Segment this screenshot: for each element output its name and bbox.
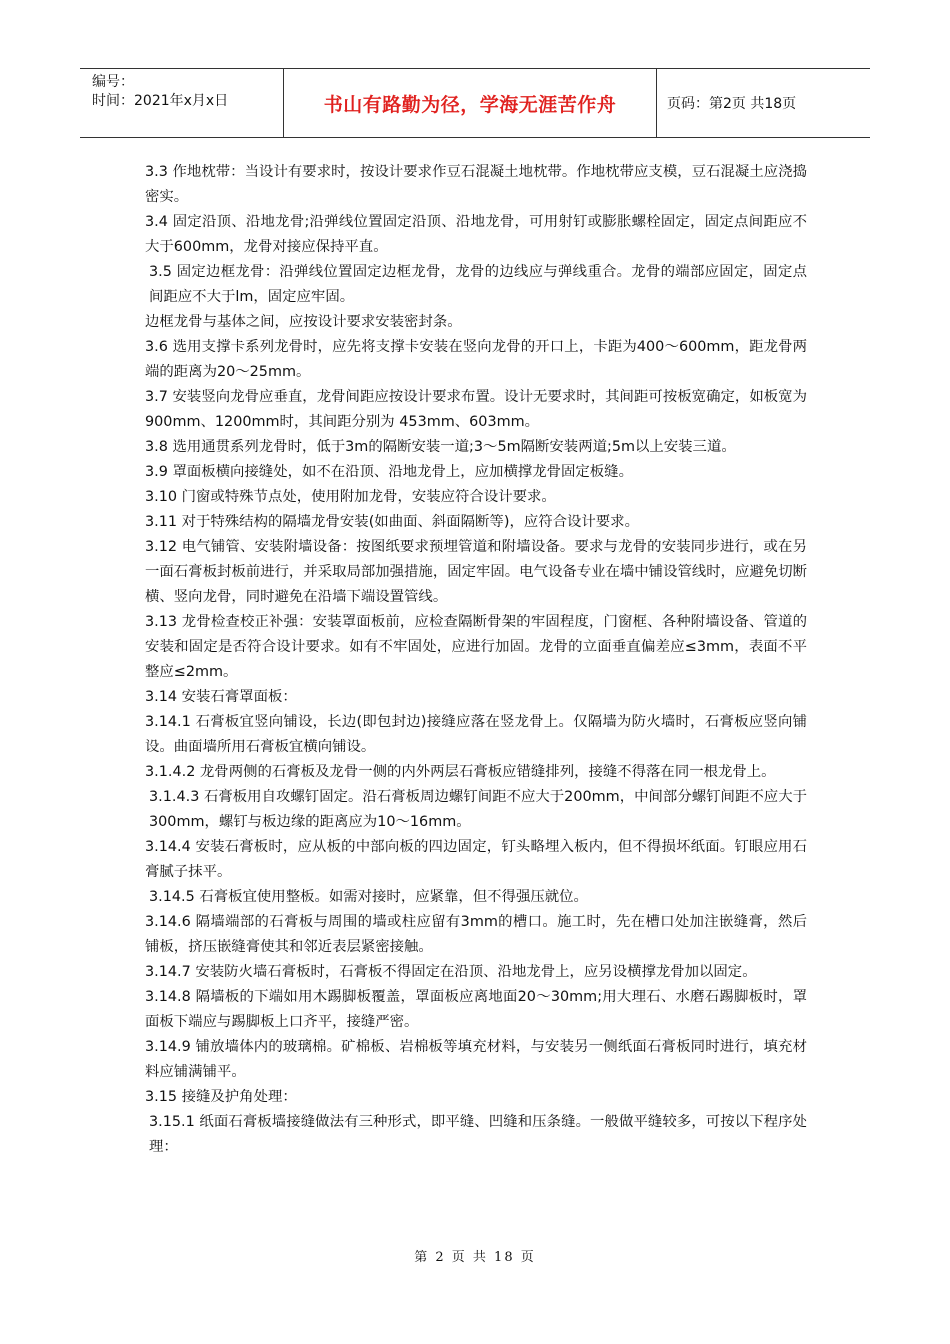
paragraph: 3.15 接缝及护角处理：: [145, 1089, 297, 1105]
paragraph: 3.13 龙骨检查校正补强：安装罩面板前，应检查隔断骨架的牢固程度，门窗框、各种附墙设备、管道的安装和固定是否符合设计要求。如有不牢固处，应进行加固。龙骨的立面垂直偏差应≤3mm，表面不平整应≤2mm。: [145, 614, 807, 680]
paragraph: 3.10 门窗或特殊节点处，使用附加龙骨，安装应符合设计要求。: [145, 489, 556, 505]
paragraph: 3.9 罩面板横向接缝处，如不在沿顶、沿地龙骨上，应加横撑龙骨固定板缝。: [145, 464, 633, 480]
page-footer: 第 2 页 共 18 页: [414, 1250, 536, 1265]
paragraph: 3.7 安装竖向龙骨应垂直，龙骨间距应按设计要求布置。设计无要求时，其间距可按板宽确定，如板宽为 900mm、1200mm时，其间距分别为 453mm、603mm。: [145, 389, 807, 430]
paragraph: 3.14.9 铺放墙体内的玻璃棉。矿棉板、岩棉板等填充材料，与安装另一侧纸面石膏板同时进行，填充材料应铺满铺平。: [145, 1039, 807, 1080]
paragraph: 3.14.8 隔墙板的下端如用木踢脚板覆盖，罩面板应离地面20～30mm;用大理石、水磨石踢脚板时，罩面板下端应与踢脚板上口齐平，接缝严密。: [145, 989, 807, 1030]
paragraph: 3.1.4.2 龙骨两侧的石膏板及龙骨一侧的内外两层石膏板应错缝排列，接缝不得落在同一根龙骨上。: [145, 764, 776, 780]
paragraph: 3.12 电气铺管、安装附墙设备：按图纸要求预埋管道和附墙设备。要求与龙骨的安装同步进行，或在另一面石膏板封板前进行，并采取局部加强措施，固定牢固。电气设备专业在墙中铺设管线时，应避免切断横、竖向龙骨，同时避免在沿墙下端设置管线。: [145, 539, 807, 605]
document-time-label: 时间：2021年x月x日: [92, 93, 229, 109]
paragraph: 3.8 选用通贯系列龙骨时，低于3m的隔断安装一道;3～5m隔断安装两道;5m以上安装三道。: [145, 439, 736, 455]
paragraph: 3.14.1 石膏板宜竖向铺设，长边(即包封边)接缝应落在竖龙骨上。仅隔墙为防火墙时，石膏板应竖向铺设。曲面墙所用石膏板宜横向铺设。: [145, 714, 807, 755]
paragraph: 3.11 对于特殊结构的隔墙龙骨安装(如曲面、斜面隔断等)，应符合设计要求。: [145, 514, 639, 530]
paragraph: 3.1.4.3 石膏板用自攻螺钉固定。沿石膏板周边螺钉间距不应大于200mm，中间部分螺钉间距不应大于300mm，螺钉与板边缘的距离应为10～16mm。: [149, 789, 807, 830]
paragraph: 3.14.7 安装防火墙石膏板时，石膏板不得固定在沿顶、沿地龙骨上，应另设横撑龙骨加以固定。: [145, 964, 757, 980]
header-motto: 书山有路勤为径，学海无涯苦作舟: [284, 69, 657, 137]
document-body: [145, 160, 807, 1160]
paragraph: 3.14.4 安装石膏板时，应从板的中部向板的四边固定，钉头略埋入板内，但不得损坏纸面。钉眼应用石膏腻子抹平。: [145, 839, 807, 880]
paragraph: 3.4 固定沿顶、沿地龙骨;沿弹线位置固定沿顶、沿地龙骨，可用射钉或膨胀螺栓固定，固定点间距应不大于600mm，龙骨对接应保持平直。: [145, 214, 807, 255]
document-number-label: 编号：: [92, 74, 134, 90]
paragraph: 3.15.1 纸面石膏板墙接缝做法有三种形式，即平缝、凹缝和压条缝。一般做平缝较多，可按以下程序处理：: [149, 1114, 807, 1155]
paragraph: 3.14 安装石膏罩面板：: [145, 689, 297, 705]
page-header: [80, 68, 870, 138]
paragraph: 边框龙骨与基体之间，应按设计要求安装密封条。: [145, 314, 462, 330]
paragraph: 3.14.5 石膏板宜使用整板。如需对接时，应紧靠，但不得强压就位。: [149, 889, 588, 905]
paragraph: 3.14.6 隔墙端部的石膏板与周围的墙或柱应留有3mm的槽口。施工时，先在槽口处加注嵌缝膏，然后铺板，挤压嵌缝膏使其和邻近表层紧密接触。: [145, 914, 807, 955]
header-meta: [80, 69, 284, 137]
paragraph: 3.3 作地枕带：当设计有要求时，按设计要求作豆石混凝土地枕带。作地枕带应支模，豆石混凝土应浇捣密实。: [145, 164, 807, 205]
header-page-info: 页码：第2页 共18页: [667, 96, 797, 112]
paragraph: 3.6 选用支撑卡系列龙骨时，应先将支撑卡安装在竖向龙骨的开口上，卡距为400～600mm，距龙骨两端的距离为20～25mm。: [145, 339, 807, 380]
paragraph: 3.5 固定边框龙骨：沿弹线位置固定边框龙骨，龙骨的边线应与弹线重合。龙骨的端部应固定，固定点间距应不大于lm，固定应牢固。: [149, 264, 807, 305]
